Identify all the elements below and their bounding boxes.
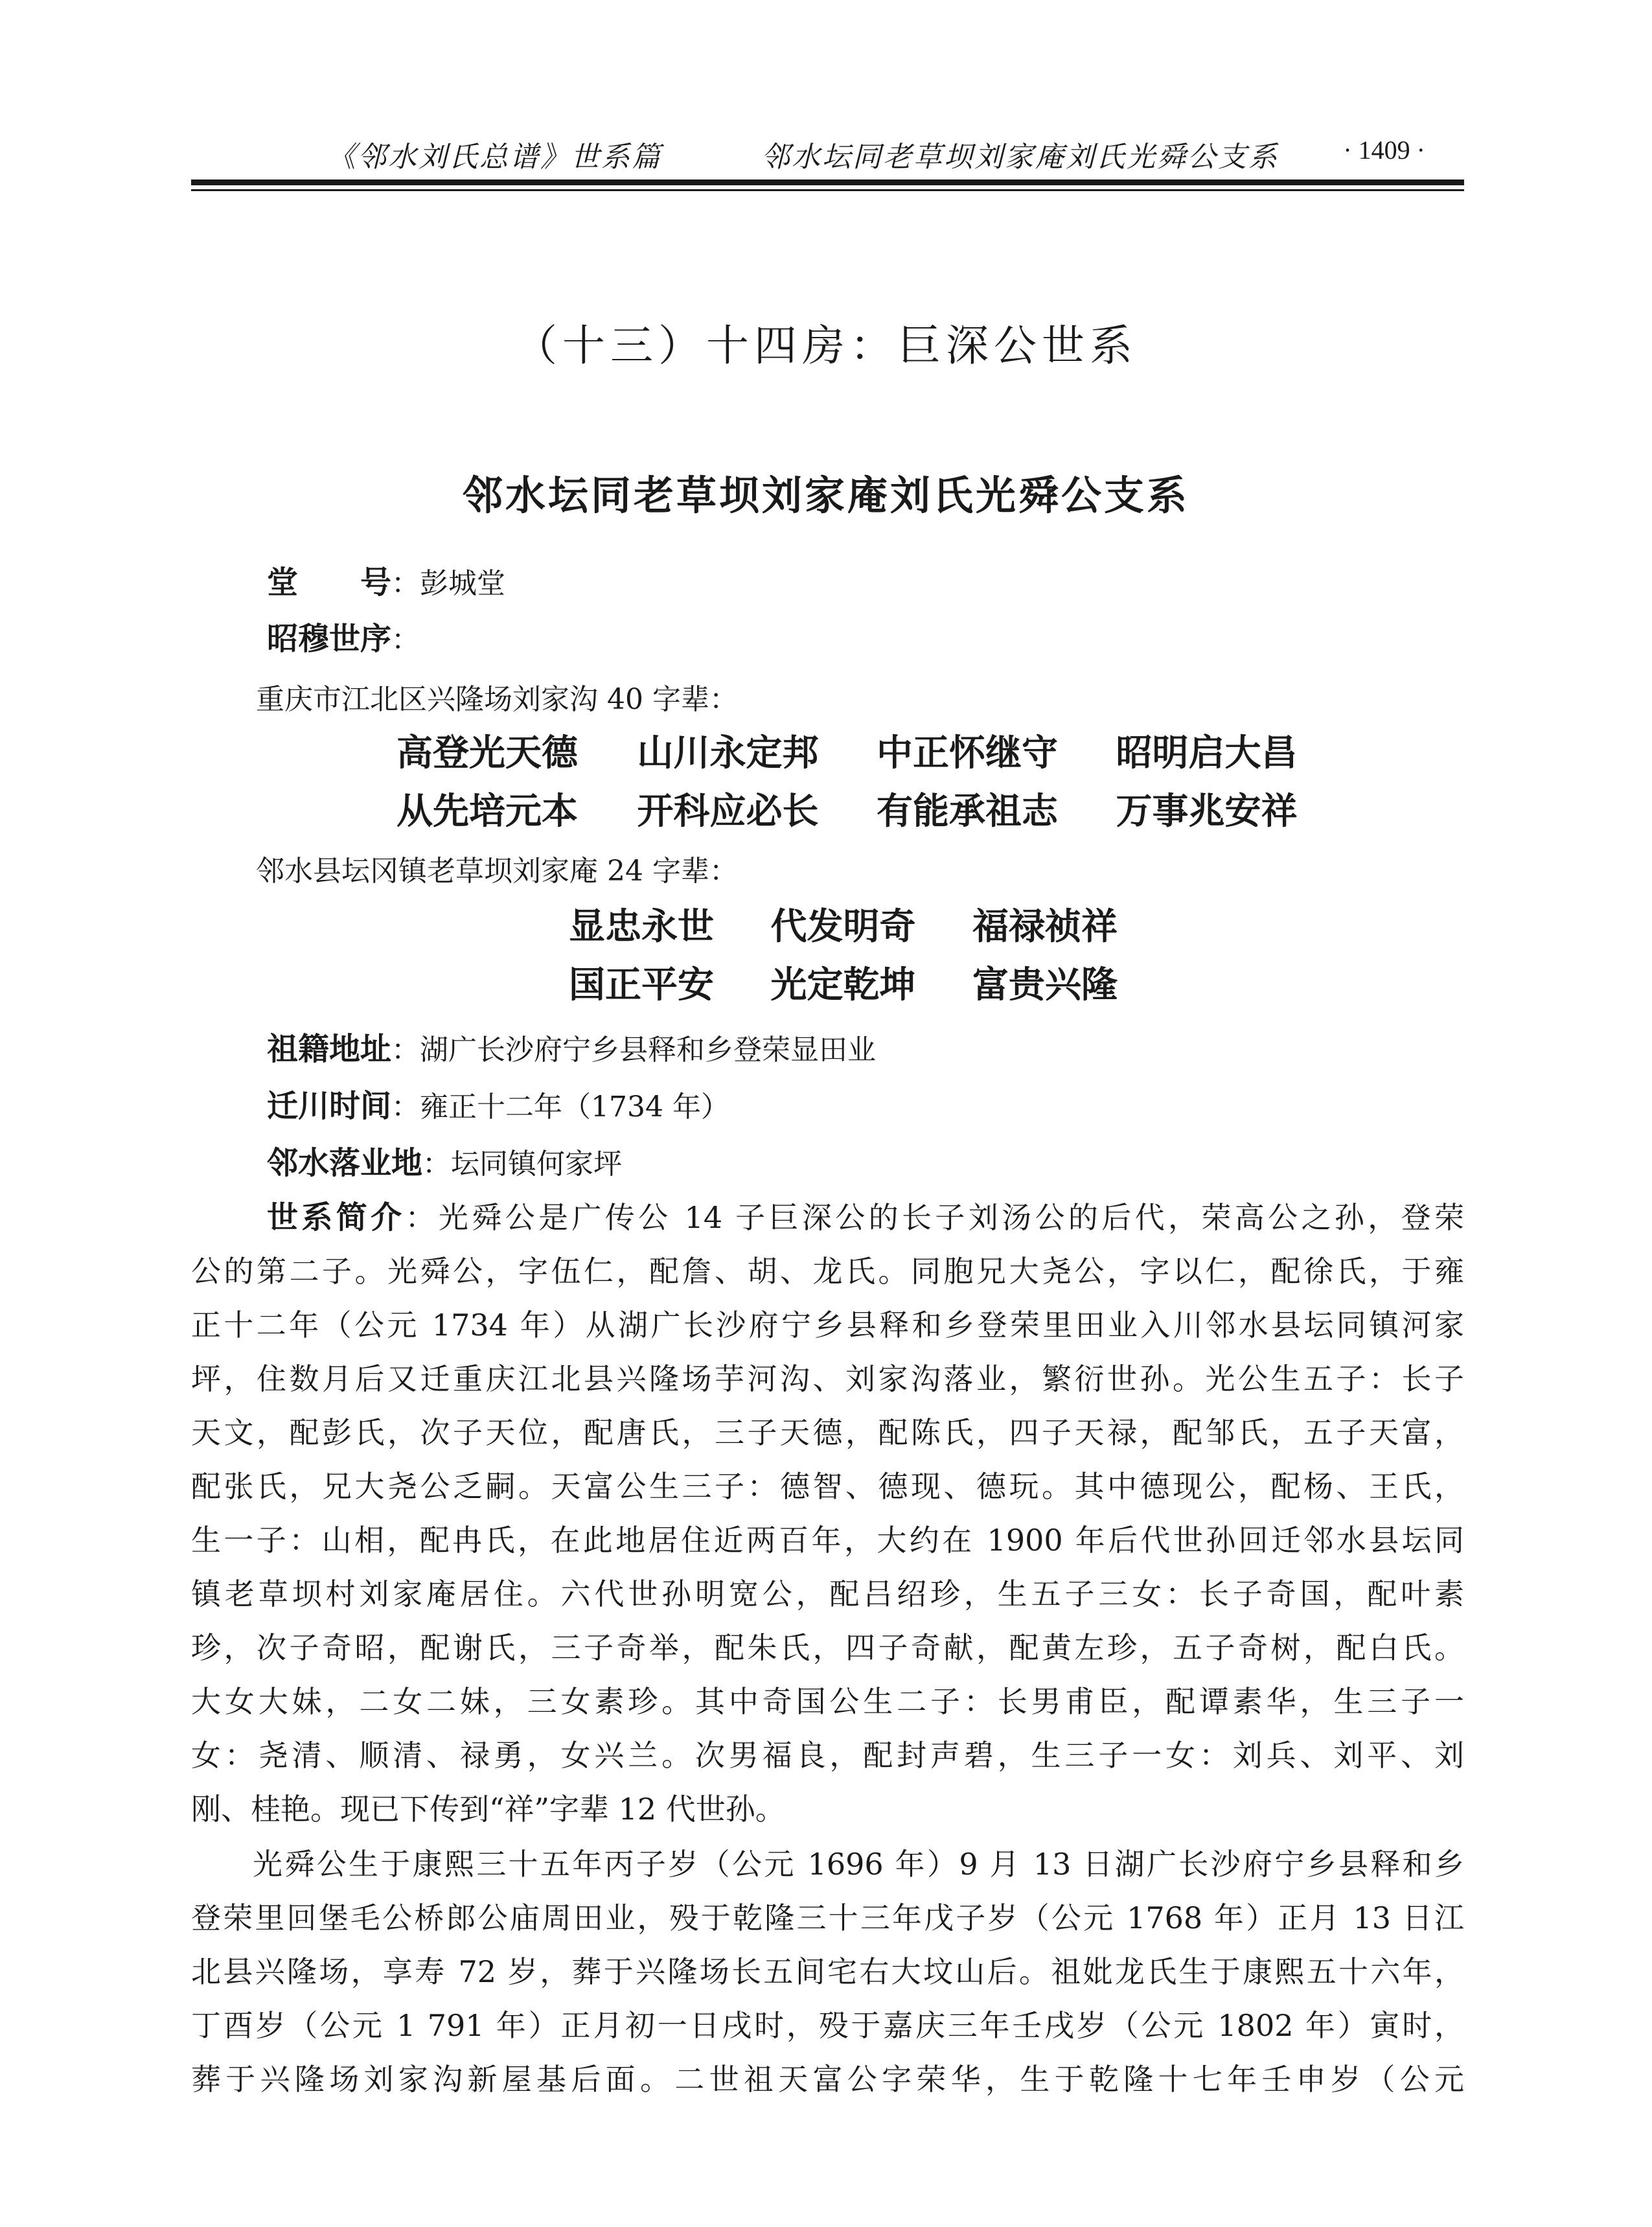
origin-address-value: 湖广长沙府宁乡县释和乡登荣显田业 <box>420 1033 877 1067</box>
generation-order-colon: ： <box>391 623 420 656</box>
paragraph-line: 刚、桂艳。现已下传到“祥”字辈 12 代世孙。 <box>191 1792 785 1827</box>
lineage-intro-label: 世系简介 <box>267 1199 406 1236</box>
linshui-generation-intro: 邻水县坛冈镇老草坝刘家庵 24 字辈： <box>256 855 738 888</box>
poem-phrase: 富贵兴隆 <box>972 964 1118 1006</box>
header-rule-thick <box>191 179 1464 185</box>
paragraph-line: 镇老草坝村刘家庵居住。六代世孙明宽公，配吕绍珍，生五子三女：长子奇国，配叶素 <box>191 1576 1464 1611</box>
linshui-poem-line-2 <box>569 956 1118 1008</box>
paragraph-line <box>191 1191 1464 1245</box>
linshui-poem-line-1 <box>569 898 1118 950</box>
settlement-row <box>267 1138 622 1183</box>
biography-paragraph <box>191 1838 1464 2106</box>
origin-address-row <box>267 1024 876 1068</box>
migration-time-label: 迁川时间 <box>267 1088 392 1124</box>
poem-phrase: 显忠永世 <box>569 906 714 948</box>
poem-phrase: 国正平安 <box>569 964 714 1006</box>
paragraph-line: 坪，住数月后又迁重庆江北县兴隆场芋河沟、刘家沟落业，繁衍世孙。光公生五子：长子 <box>191 1361 1464 1396</box>
generation-order-row <box>267 614 420 658</box>
generation-order-label: 昭穆世序 <box>267 621 392 657</box>
settlement-label: 邻水落业地 <box>267 1145 423 1181</box>
settlement-colon: ： <box>422 1148 452 1181</box>
poem-phrase: 从先培元本 <box>396 790 578 833</box>
poem-phrase: 光定乾坤 <box>770 964 916 1006</box>
poem-phrase: 万事兆安祥 <box>1116 790 1298 833</box>
header-rule-thin <box>191 189 1464 191</box>
header-branch-title: 邻水坛同老草坝刘家庵刘氏光舜公支系 <box>761 141 1279 174</box>
chongqing-poem-line-2 <box>396 783 1298 835</box>
branch-title: 邻水坛同老草坝刘家庵刘氏光舜公支系 <box>462 472 1189 519</box>
paragraph-line: 丁酉岁（公元 1 791 年）正月初一日戌时，殁于嘉庆三年壬戌岁（公元 1802 年）寅时， <box>191 2008 1464 2043</box>
origin-address-label: 祖籍地址 <box>267 1031 392 1067</box>
origin-address-colon: ： <box>391 1033 420 1067</box>
section-title: （十三）十四房：巨深公世系 <box>514 321 1138 371</box>
paragraph-line: 登荣里回堡毛公桥郎公庙周田业，殁于乾隆三十三年戊子岁（公元 1768 年）正月 13 日江 <box>191 1900 1464 1935</box>
running-header <box>191 127 1464 179</box>
hall-name-label: 堂 号 <box>267 564 392 601</box>
poem-phrase: 代发明奇 <box>770 906 916 948</box>
paragraph-line: 珍，次子奇昭，配谢氏，三子奇举，配朱氏，四子奇献，配黄左珍，五子奇树，配白氏。 <box>191 1630 1464 1665</box>
paragraph-line: 北县兴隆场，享寿 72 岁，葬于兴隆场长五间宅右大坟山后。祖妣龙氏生于康熙五十六年， <box>191 1954 1464 1989</box>
settlement-value: 坛同镇何家坪 <box>451 1148 623 1181</box>
hall-name-colon: ： <box>391 567 420 600</box>
poem-phrase: 福禄祯祥 <box>972 906 1118 948</box>
chongqing-poem-line-1 <box>396 724 1298 776</box>
paragraph-line: 大女大妹，二女二妹，三女素珍。其中奇国公生二子：长男甫臣，配谭素华，生三子一 <box>191 1684 1464 1719</box>
lineage-intro-paragraph <box>191 1191 1464 1836</box>
poem-phrase: 高登光天德 <box>396 732 578 774</box>
paragraph-line: 天文，配彭氏，次子天位，配唐氏，三子天德，配陈氏，四子天禄，配邹氏，五子天富， <box>191 1415 1464 1450</box>
migration-time-row <box>267 1081 729 1125</box>
migration-time-colon: ： <box>391 1090 420 1124</box>
header-book-title: 《邻水刘氏总谱》世系篇 <box>327 141 662 174</box>
paragraph-line: 生一子：山相，配冉氏，在此地居住近两百年，大约在 1900 年后代世孙回迁邻水县坛同 <box>191 1523 1464 1558</box>
page-number: · 1409 · <box>1343 135 1425 165</box>
paragraph-line: 葬于兴隆场刘家沟新屋基后面。二世祖天富公字荣华，生于乾隆十七年壬申岁（公元 <box>191 2062 1464 2097</box>
poem-phrase: 有能承祖志 <box>877 790 1058 833</box>
migration-time-value: 雍正十二年（1734 年） <box>420 1090 729 1124</box>
paragraph-text: 光舜公是广传公 14 子巨深公的长子刘汤公的后代，荣高公之孙，登荣 <box>438 1200 1465 1235</box>
poem-phrase: 昭明启大昌 <box>1116 732 1298 774</box>
poem-phrase: 中正怀继守 <box>877 732 1058 774</box>
poem-phrase: 山川永定邦 <box>637 732 819 774</box>
paragraph-line: 公的第二子。光舜公，字伍仁，配詹、胡、龙氏。同胞兄大尧公，字以仁，配徐氏，于雍 <box>191 1254 1464 1289</box>
paragraph-line: 配张氏，兄大尧公乏嗣。天富公生三子：德智、德现、德玩。其中德现公，配杨、王氏， <box>191 1469 1464 1504</box>
hall-name-value: 彭城堂 <box>420 567 506 600</box>
poem-phrase: 开科应必长 <box>637 790 819 833</box>
lineage-intro-colon: ： <box>405 1200 439 1235</box>
paragraph-line: 正十二年（公元 1734 年）从湖广长沙府宁乡县释和乡登荣里田业入川邻水县坛同镇河家 <box>191 1308 1464 1343</box>
paragraph-line: 光舜公生于康熙三十五年丙子岁（公元 1696 年）9 月 13 日湖广长沙府宁乡县释和乡 <box>253 1847 1464 1882</box>
paragraph-line: 女：尧清、顺清、禄勇，女兴兰。次男福良，配封声碧，生三子一女：刘兵、刘平、刘 <box>191 1738 1464 1773</box>
chongqing-generation-intro: 重庆市江北区兴隆场刘家沟 40 字辈： <box>256 683 738 716</box>
hall-name-row <box>267 557 505 602</box>
